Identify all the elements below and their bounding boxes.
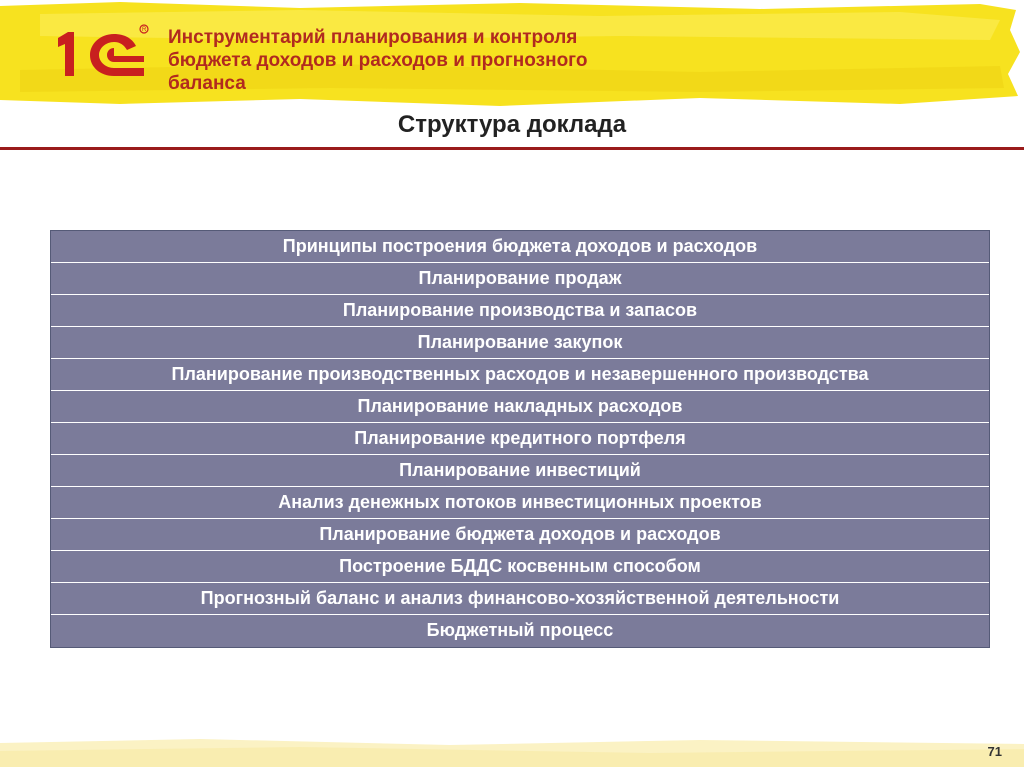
- agenda-item: Планирование накладных расходов: [51, 391, 989, 423]
- svg-text:R: R: [142, 27, 147, 33]
- agenda-item: Прогнозный баланс и анализ финансово-хозяйственной деятельности: [51, 583, 989, 615]
- agenda-item: Построение БДДС косвенным способом: [51, 551, 989, 583]
- presentation-title: Инструментарий планирования и контроля бюджета доходов и расходов и прогнозного баланса: [168, 27, 588, 94]
- agenda-item: Планирование бюджета доходов и расходов: [51, 519, 989, 551]
- agenda-item: Бюджетный процесс: [426, 620, 614, 640]
- agenda-item: Планирование производства и запасов: [51, 295, 989, 327]
- agenda-item: Планирование производственных расходов и незавершенного производства: [51, 359, 989, 391]
- agenda-item: Принципы построения бюджета доходов и расходов: [51, 231, 989, 263]
- footer-brush-strip: [0, 735, 1024, 767]
- agenda-item: Планирование кредитного портфеля: [51, 423, 989, 455]
- agenda-item: Планирование продаж: [51, 263, 989, 295]
- agenda-item: Анализ денежных потоков инвестиционных проектов: [51, 487, 989, 519]
- agenda-item: Планирование инвестиций: [51, 455, 989, 487]
- 1c-logo: [52, 20, 150, 84]
- page-number: 71: [987, 744, 1002, 759]
- title-divider: [0, 147, 1024, 150]
- slide-subtitle: Структура доклада: [397, 111, 627, 138]
- agenda-table: [50, 230, 990, 648]
- agenda-item: Планирование закупок: [51, 327, 989, 359]
